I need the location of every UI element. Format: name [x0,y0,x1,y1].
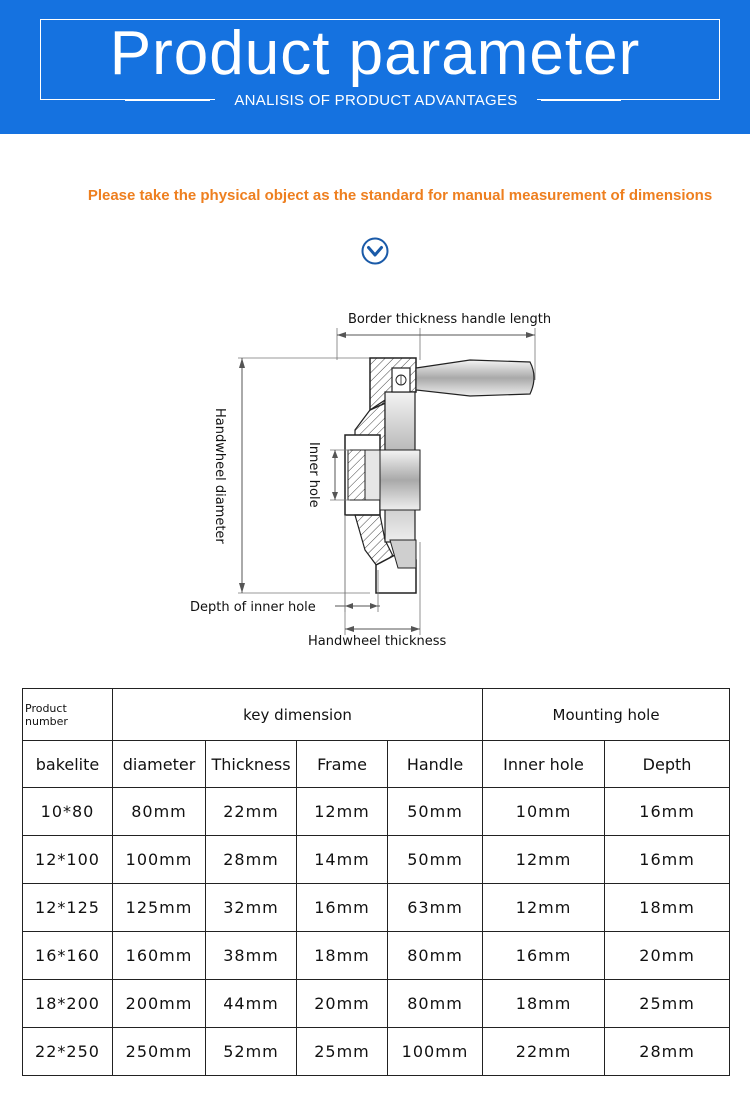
key-dimension-header: key dimension [113,689,483,741]
thickness-label: Handwheel thickness [308,634,447,649]
table-cell: 50mm [388,788,483,836]
table-cell: 25mm [297,1027,388,1075]
table-cell: 80mm [113,788,206,836]
table-cell: 10*80 [23,788,113,836]
table-cell: 32mm [206,884,297,932]
handle-grip [416,360,534,396]
inner-hole-label: Inner hole [306,442,321,508]
table-cell: 160mm [113,931,206,979]
table-cell: 16mm [483,931,605,979]
parameter-table [22,688,730,1076]
subtitle-divider-right [541,100,621,101]
column-header: diameter [113,741,206,788]
table-cell: 80mm [388,979,483,1027]
mounting-hole-header: Mounting hole [483,689,730,741]
table-cell: 38mm [206,931,297,979]
table-cell: 28mm [206,836,297,884]
table-cell: 12mm [483,836,605,884]
page-title: Product parameter [109,19,641,88]
table-row [23,836,730,884]
table-header-row-1 [23,689,730,741]
subtitle-divider-left [125,100,210,101]
table-cell: 100mm [388,1027,483,1075]
table-cell: 200mm [113,979,206,1027]
column-header: bakelite [23,741,113,788]
table-cell: 18mm [297,931,388,979]
table-cell: 50mm [388,836,483,884]
table-cell: 28mm [605,1027,730,1075]
table-cell: 63mm [388,884,483,932]
table-cell: 12mm [297,788,388,836]
column-header: Frame [297,741,388,788]
chevron-down-icon [361,237,389,265]
table-cell: 16*160 [23,931,113,979]
column-header: Handle [388,741,483,788]
table-cell: 10mm [483,788,605,836]
table-row [23,1027,730,1075]
table-row [23,788,730,836]
table-cell: 14mm [297,836,388,884]
table-cell: 18mm [605,884,730,932]
table-cell: 20mm [297,979,388,1027]
handwheel-body [345,358,420,593]
table-cell: 16mm [605,788,730,836]
table-cell: 80mm [388,931,483,979]
measurement-notice: Please take the physical object as the standard for manual measurement of dimensions [87,187,713,204]
table-cell: 250mm [113,1027,206,1075]
table-cell: 22mm [206,788,297,836]
table-cell: 25mm [605,979,730,1027]
page-subtitle: ANALISIS OF PRODUCT ADVANTAGES [215,89,537,113]
table-cell: 18mm [483,979,605,1027]
table-cell: 125mm [113,884,206,932]
table-row [23,979,730,1027]
header-banner [0,0,750,134]
diameter-label: Handwheel diameter [212,408,227,544]
depth-label: Depth of inner hole [190,600,316,615]
column-header: Inner hole [483,741,605,788]
table-cell: 12*125 [23,884,113,932]
table-cell: 16mm [605,836,730,884]
table-cell: 52mm [206,1027,297,1075]
product-number-header: Product number [23,689,113,741]
column-header: Depth [605,741,730,788]
column-header: Thickness [206,741,297,788]
handwheel-diagram [180,300,580,670]
table-cell: 22*250 [23,1027,113,1075]
table-cell: 20mm [605,931,730,979]
table-row [23,931,730,979]
table-cell: 22mm [483,1027,605,1075]
table-cell: 16mm [297,884,388,932]
table-cell: 12mm [483,884,605,932]
table-cell: 100mm [113,836,206,884]
border-handle-label: Border thickness handle length [348,312,552,327]
table-cell: 18*200 [23,979,113,1027]
table-row [23,884,730,932]
table-header-row-2 [23,741,730,788]
table-cell: 44mm [206,979,297,1027]
table-cell: 12*100 [23,836,113,884]
